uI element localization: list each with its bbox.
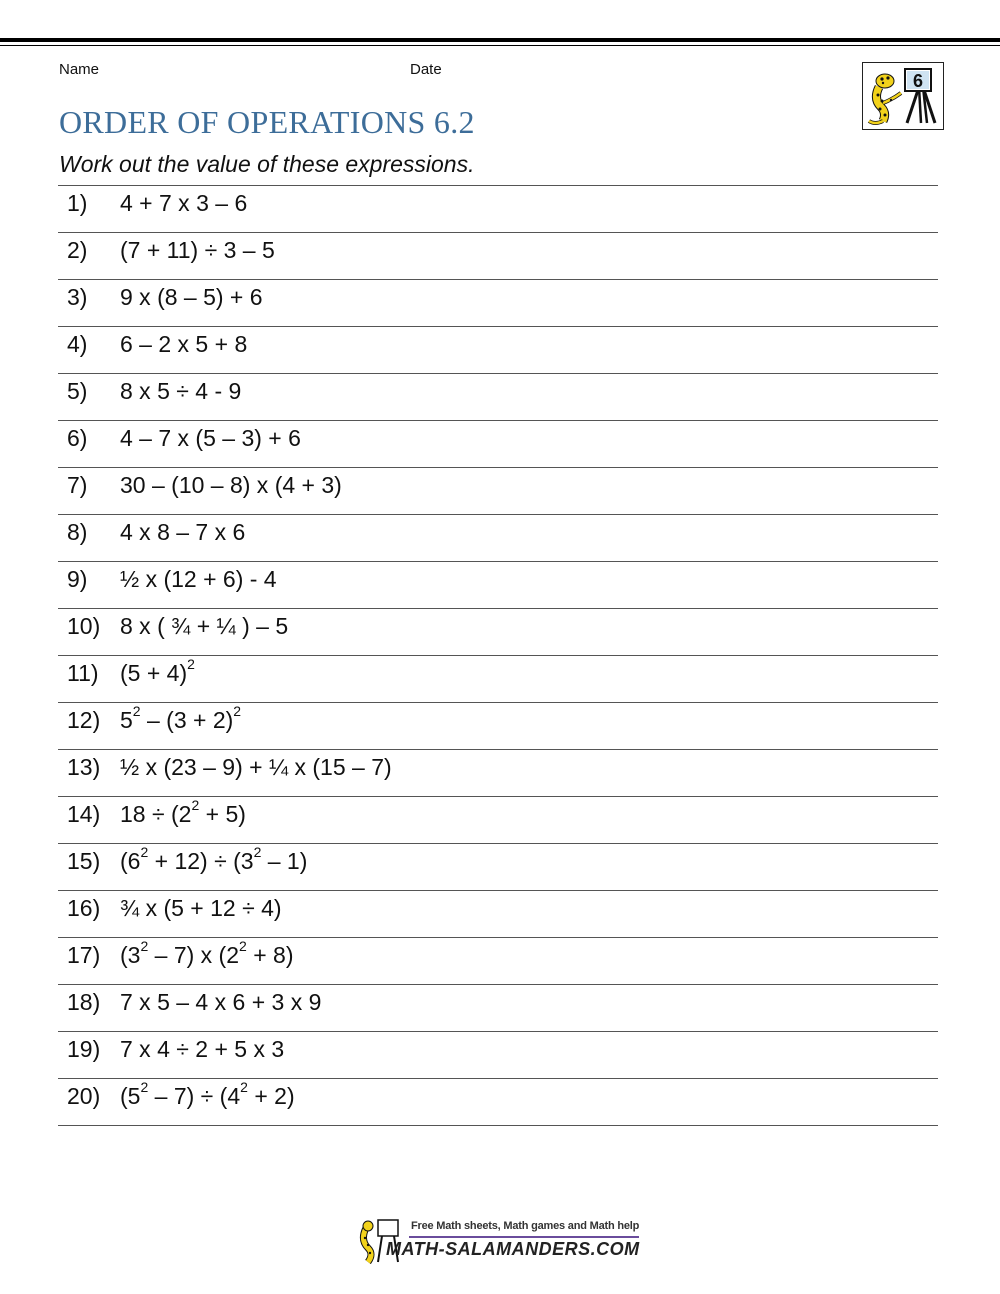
- question-row: [58, 562, 938, 609]
- exponent: 2: [132, 703, 141, 720]
- top-border-thick: [0, 38, 1000, 42]
- question-number: 13): [67, 754, 101, 780]
- question-expression: [120, 190, 247, 217]
- exponent: 2: [240, 1079, 248, 1096]
- question-number: 3): [67, 284, 88, 310]
- question-row: [58, 891, 938, 938]
- question-row: [58, 421, 938, 468]
- question-row: [58, 515, 938, 562]
- expression-text: – 7) ÷ (4: [148, 1083, 241, 1109]
- question-row: [58, 327, 938, 374]
- expression-text: 8 x ( ¾ + ¼ ) – 5: [120, 613, 289, 639]
- expression-text: 18 ÷ (2: [120, 801, 192, 827]
- question-number: 5): [67, 378, 88, 404]
- question-row: [58, 844, 938, 891]
- expression-text: (3: [120, 942, 141, 968]
- exponent: 2: [140, 1079, 149, 1096]
- footer-tagline: Free Math sheets, Math games and Math help: [411, 1220, 640, 1232]
- grade-number: 6: [912, 71, 924, 91]
- question-expression: [120, 519, 245, 546]
- expression-text: (7 + 11) ÷ 3 – 5: [120, 237, 275, 263]
- expression-text: – 1): [261, 848, 308, 874]
- question-number: 19): [67, 1036, 101, 1062]
- expression-text: (6: [120, 848, 141, 874]
- expression-text: – (3 + 2): [140, 707, 234, 733]
- question-row: [58, 938, 938, 985]
- question-number: 8): [67, 519, 88, 545]
- question-row: [58, 280, 938, 327]
- expression-text: (5: [120, 1083, 141, 1109]
- question-list: [58, 185, 938, 1126]
- expression-text: 5: [120, 707, 133, 733]
- question-expression: [120, 613, 288, 640]
- question-number: 16): [67, 895, 101, 921]
- question-expression: [120, 895, 282, 922]
- expression-text: 7 x 5 – 4 x 6 + 3 x 9: [120, 989, 322, 1015]
- expression-text: 7 x 4 ÷ 2 + 5 x 3: [120, 1036, 285, 1062]
- question-expression: [120, 472, 342, 499]
- question-number: 12): [67, 707, 101, 733]
- question-number: 17): [67, 942, 101, 968]
- salamander-logo-icon: [863, 63, 943, 129]
- question-number: 14): [67, 801, 101, 827]
- question-number: 15): [67, 848, 101, 874]
- question-number: 6): [67, 425, 88, 451]
- question-row: [58, 186, 938, 233]
- exponent: 2: [140, 844, 149, 861]
- question-number: 2): [67, 237, 88, 263]
- question-row: [58, 1079, 938, 1126]
- expression-text: ½ x (23 – 9) + ¼ x (15 – 7): [120, 754, 392, 780]
- question-expression: [120, 378, 241, 405]
- exponent: 2: [140, 938, 149, 955]
- expression-text: + 8): [246, 942, 294, 968]
- question-expression: [120, 1079, 295, 1110]
- question-expression: [120, 844, 308, 875]
- question-expression: [120, 566, 277, 593]
- footer-site-name: MATH-SALAMANDERS.COM: [386, 1239, 640, 1259]
- exponent: 2: [253, 844, 262, 861]
- expression-text: – 7) x (2: [148, 942, 240, 968]
- question-row: [58, 1032, 938, 1079]
- question-row: [58, 468, 938, 515]
- question-expression: [120, 425, 301, 452]
- expression-text: 9 x (8 – 5) + 6: [120, 284, 263, 310]
- question-row: [58, 233, 938, 280]
- question-expression: [120, 754, 392, 781]
- expression-text: ¾ x (5 + 12 ÷ 4): [120, 895, 282, 921]
- instructions: Work out the value of these expressions.: [59, 151, 475, 177]
- question-expression: [120, 989, 321, 1016]
- question-row: [58, 609, 938, 656]
- question-number: 11): [67, 660, 99, 686]
- exponent: 2: [233, 703, 242, 720]
- question-expression: [120, 284, 263, 311]
- expression-text: 8 x 5 ÷ 4 - 9: [120, 378, 242, 404]
- question-row: [58, 703, 938, 750]
- footer-divider: [409, 1236, 639, 1238]
- question-expression: [120, 938, 294, 969]
- expression-text: + 12) ÷ (3: [148, 848, 254, 874]
- question-expression: [120, 703, 242, 734]
- question-row: [58, 656, 938, 703]
- expression-text: 4 – 7 x (5 – 3) + 6: [120, 425, 301, 451]
- question-number: 1): [67, 190, 88, 216]
- exponent: 2: [187, 656, 195, 673]
- grade-logo: [862, 62, 944, 130]
- expression-text: + 5): [199, 801, 246, 827]
- question-row: [58, 797, 938, 844]
- question-number: 4): [67, 331, 88, 357]
- question-number: 9): [67, 566, 88, 592]
- worksheet-title: ORDER OF OPERATIONS 6.2: [59, 104, 475, 140]
- question-expression: [120, 797, 246, 828]
- expression-text: + 2): [247, 1083, 295, 1109]
- question-row: [58, 750, 938, 797]
- top-border-thin: [0, 45, 1000, 46]
- question-expression: [120, 237, 275, 264]
- question-expression: [120, 656, 195, 687]
- expression-text: 30 – (10 – 8) x (4 + 3): [120, 472, 342, 498]
- question-expression: [120, 1036, 284, 1063]
- expression-text: ½ x (12 + 6) - 4: [120, 566, 277, 592]
- expression-text: (5 + 4): [120, 660, 188, 686]
- exponent: 2: [239, 938, 247, 955]
- question-number: 10): [67, 613, 101, 639]
- question-number: 18): [67, 989, 101, 1015]
- question-expression: [120, 331, 247, 358]
- question-number: 20): [67, 1083, 101, 1109]
- question-row: [58, 985, 938, 1032]
- name-label: Name: [59, 61, 100, 78]
- footer-branding: [356, 1216, 646, 1264]
- expression-text: 4 + 7 x 3 – 6: [120, 190, 248, 216]
- date-label: Date: [410, 61, 442, 78]
- expression-text: 6 – 2 x 5 + 8: [120, 331, 248, 357]
- question-number: 7): [67, 472, 88, 498]
- expression-text: 4 x 8 – 7 x 6: [120, 519, 246, 545]
- question-row: [58, 374, 938, 421]
- exponent: 2: [191, 797, 200, 814]
